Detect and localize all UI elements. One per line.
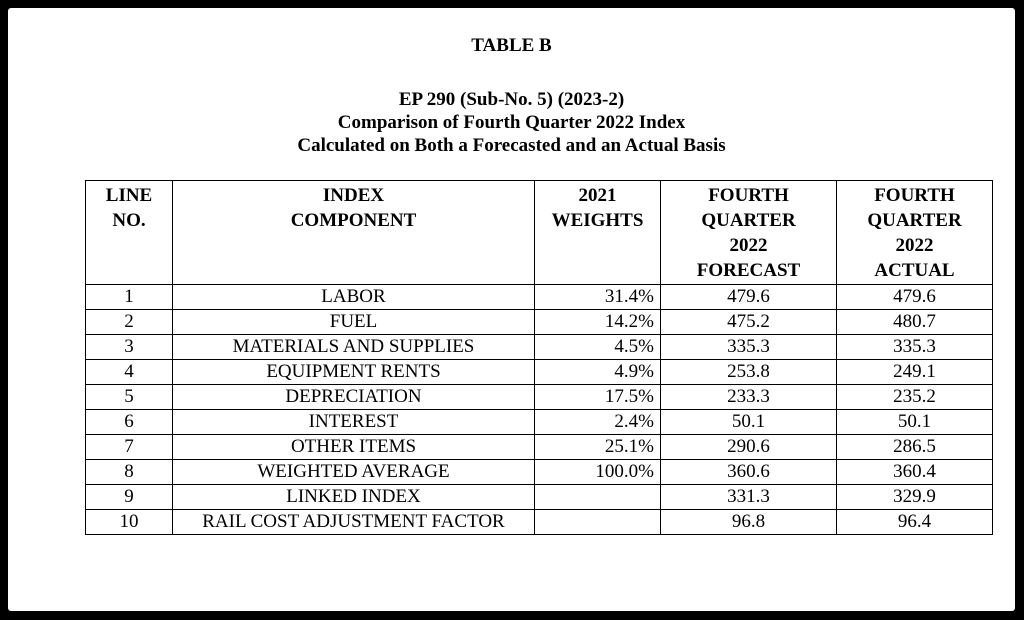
cell-forecast: 233.3 [661, 385, 837, 410]
cell-actual: 479.6 [837, 285, 993, 310]
table-row [86, 360, 993, 385]
table-row [86, 410, 993, 435]
index-comparison-table [85, 180, 993, 535]
cell-weight: 17.5% [535, 385, 661, 410]
cell-weight: 14.2% [535, 310, 661, 335]
subtitle-line-2: Comparison of Fourth Quarter 2022 Index [337, 112, 686, 133]
table-row [86, 460, 993, 485]
cell-actual: 335.3 [837, 335, 993, 360]
cell-line: 6 [86, 410, 173, 435]
table-title: TABLE B [471, 35, 552, 56]
cell-actual: 286.5 [837, 435, 993, 460]
cell-actual: 360.4 [837, 460, 993, 485]
cell-line: 9 [86, 485, 173, 510]
cell-actual: 96.4 [837, 510, 993, 535]
cell-actual: 50.1 [837, 410, 993, 435]
cell-component: RAIL COST ADJUSTMENT FACTOR [173, 510, 535, 535]
cell-actual: 249.1 [837, 360, 993, 385]
cell-component: FUEL [173, 310, 535, 335]
cell-actual: 480.7 [837, 310, 993, 335]
cell-component: MATERIALS AND SUPPLIES [173, 335, 535, 360]
table-row [86, 435, 993, 460]
cell-line: 2 [86, 310, 173, 335]
cell-weight [535, 510, 661, 535]
cell-forecast: 360.6 [661, 460, 837, 485]
header-actual: FOURTH QUARTER 2022 ACTUAL [837, 181, 993, 285]
cell-weight: 25.1% [535, 435, 661, 460]
cell-line: 4 [86, 360, 173, 385]
cell-weight: 4.5% [535, 335, 661, 360]
cell-forecast: 290.6 [661, 435, 837, 460]
table-row [86, 285, 993, 310]
table-row [86, 335, 993, 360]
cell-forecast: 50.1 [661, 410, 837, 435]
cell-forecast: 96.8 [661, 510, 837, 535]
cell-component: LABOR [173, 285, 535, 310]
cell-weight: 31.4% [535, 285, 661, 310]
subtitle-line-3: Calculated on Both a Forecasted and an Actual Basis [297, 135, 726, 156]
cell-actual: 329.9 [837, 485, 993, 510]
cell-weight [535, 485, 661, 510]
cell-component: WEIGHTED AVERAGE [173, 460, 535, 485]
table-row [86, 485, 993, 510]
document-page [8, 8, 1015, 611]
cell-forecast: 475.2 [661, 310, 837, 335]
cell-line: 5 [86, 385, 173, 410]
cell-line: 7 [86, 435, 173, 460]
header-line-no: LINE NO. [86, 181, 173, 285]
cell-component: LINKED INDEX [173, 485, 535, 510]
cell-line: 8 [86, 460, 173, 485]
cell-actual: 235.2 [837, 385, 993, 410]
table-row [86, 385, 993, 410]
cell-component: INTEREST [173, 410, 535, 435]
header-weights: 2021 WEIGHTS [535, 181, 661, 285]
cell-weight: 2.4% [535, 410, 661, 435]
subtitle-line-1: EP 290 (Sub-No. 5) (2023-2) [398, 89, 625, 110]
cell-forecast: 335.3 [661, 335, 837, 360]
header-forecast: FOURTH QUARTER 2022 FORECAST [661, 181, 837, 285]
table-header-row [86, 181, 993, 285]
cell-forecast: 331.3 [661, 485, 837, 510]
cell-line: 10 [86, 510, 173, 535]
cell-component: OTHER ITEMS [173, 435, 535, 460]
cell-component: EQUIPMENT RENTS [173, 360, 535, 385]
cell-forecast: 253.8 [661, 360, 837, 385]
cell-forecast: 479.6 [661, 285, 837, 310]
cell-component: DEPRECIATION [173, 385, 535, 410]
table-row [86, 510, 993, 535]
table-row [86, 310, 993, 335]
header-index-component: INDEX COMPONENT [173, 181, 535, 285]
cell-weight: 4.9% [535, 360, 661, 385]
cell-line: 3 [86, 335, 173, 360]
cell-weight: 100.0% [535, 460, 661, 485]
cell-line: 1 [86, 285, 173, 310]
